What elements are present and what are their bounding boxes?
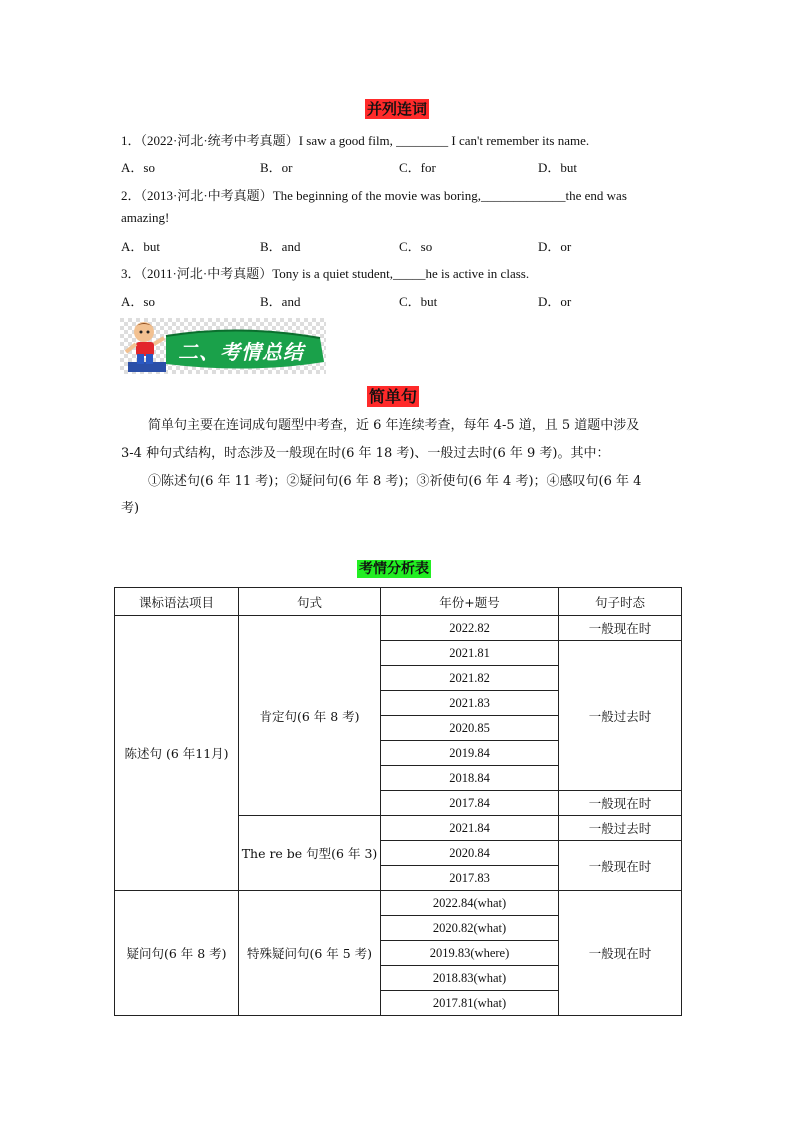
exam-analysis-table <box>114 587 682 1016</box>
header-grammar-item: 课标语法项目 <box>115 588 239 616</box>
section-banner <box>120 318 326 374</box>
table-title-text: 考情分析表 <box>359 561 429 577</box>
cell-special-question: 特殊疑问句(6 年 5 考) <box>239 891 381 1016</box>
banner-text: 二、考情总结 <box>178 340 304 364</box>
cell-tense: 一般过去时 <box>559 816 682 841</box>
question-2-continuation: amazing! <box>121 210 170 225</box>
header-tense: 句子时态 <box>559 588 682 616</box>
cell-year: 2017.81(what) <box>381 991 559 1016</box>
cell-year: 2018.83(what) <box>381 966 559 991</box>
question-2-option-c: C．so <box>399 239 433 254</box>
question-1 <box>121 130 589 149</box>
cell-declarative: 陈述句 (6 年11月) <box>115 616 239 891</box>
cell-year: 2020.82(what) <box>381 916 559 941</box>
question-3-option-b: B．and <box>260 294 301 309</box>
cell-there-be: The re be 句型(6 年 3) <box>239 816 381 891</box>
question-text: I saw a good film, ________ I can't remember its name. <box>298 133 590 148</box>
cell-tense: 一般现在时 <box>559 891 682 1016</box>
cell-year: 2017.83 <box>381 866 559 891</box>
question-1-option-c: C．for <box>399 160 436 175</box>
question-text: The beginning of the movie was boring,_____________the end was <box>272 188 627 203</box>
cell-year: 2018.84 <box>381 766 559 791</box>
table-row <box>115 891 682 916</box>
question-source: （2013·河北·中考真题） <box>140 188 273 203</box>
question-number: 1． <box>121 133 141 148</box>
header-sentence-type: 句式 <box>239 588 381 616</box>
question-1-option-a: A．so <box>121 160 155 175</box>
cell-year: 2019.83(where) <box>381 941 559 966</box>
question-source: （2011·河北·中考真题） <box>140 266 273 281</box>
section-title-simple-sentence <box>367 384 419 407</box>
question-3-option-c: C．but <box>399 294 438 309</box>
question-1-option-d: D．but <box>538 160 578 175</box>
summary-line-4: 考) <box>121 501 140 516</box>
cell-tense: 一般现在时 <box>559 616 682 641</box>
cell-year: 2021.83 <box>381 691 559 716</box>
cell-year: 2021.81 <box>381 641 559 666</box>
cell-year: 2020.85 <box>381 716 559 741</box>
cell-tense: 一般现在时 <box>559 841 682 891</box>
summary-line-3: ①陈述句(6 年 11 考)；②疑问句(6 年 8 考)；③祈使句(6 年 4 考)；④感叹句(6 年 4 <box>148 474 642 489</box>
section-title-conjunctions <box>365 98 429 119</box>
cell-year: 2019.84 <box>381 741 559 766</box>
cell-year: 2021.82 <box>381 666 559 691</box>
question-2-option-a: A．but <box>121 239 161 254</box>
question-3-option-d: D．or <box>538 294 572 309</box>
cell-year: 2022.82 <box>381 616 559 641</box>
question-number: 3． <box>121 266 141 281</box>
section-title-text: 简单句 <box>369 387 418 406</box>
cell-year: 2021.84 <box>381 816 559 841</box>
question-number: 2． <box>121 188 141 203</box>
table-row <box>115 616 682 641</box>
summary-line-1: 简单句主要在连词成句题型中考查，近 6 年连续考查，每年 4-5 道，且 5 道题中涉及 <box>148 418 640 433</box>
table-header-row <box>115 588 682 616</box>
question-source: （2022·河北·统考中考真题） <box>140 133 299 148</box>
cell-interrogative: 疑问句(6 年 8 考) <box>115 891 239 1016</box>
section-title-text: 并列连词 <box>367 100 428 118</box>
table-title <box>357 558 431 578</box>
question-2-option-d: D．or <box>538 239 572 254</box>
cell-year: 2020.84 <box>381 841 559 866</box>
cell-tense: 一般过去时 <box>559 641 682 791</box>
question-2 <box>121 185 627 204</box>
question-3 <box>121 263 529 282</box>
summary-line-2: 3-4 种句式结构，时态涉及一般现在时(6 年 18 考)、一般过去时(6 年 9 考)。其中： <box>121 446 610 461</box>
cell-year: 2017.84 <box>381 791 559 816</box>
question-2-option-b: B．and <box>260 239 301 254</box>
cell-affirmative: 肯定句(6 年 8 考) <box>239 616 381 816</box>
question-1-option-b: B．or <box>260 160 293 175</box>
question-text: Tony is a quiet student,_____he is active in class. <box>272 266 530 281</box>
cell-tense: 一般现在时 <box>559 791 682 816</box>
cell-year: 2022.84(what) <box>381 891 559 916</box>
header-year-number: 年份+题号 <box>381 588 559 616</box>
question-3-option-a: A．so <box>121 294 155 309</box>
